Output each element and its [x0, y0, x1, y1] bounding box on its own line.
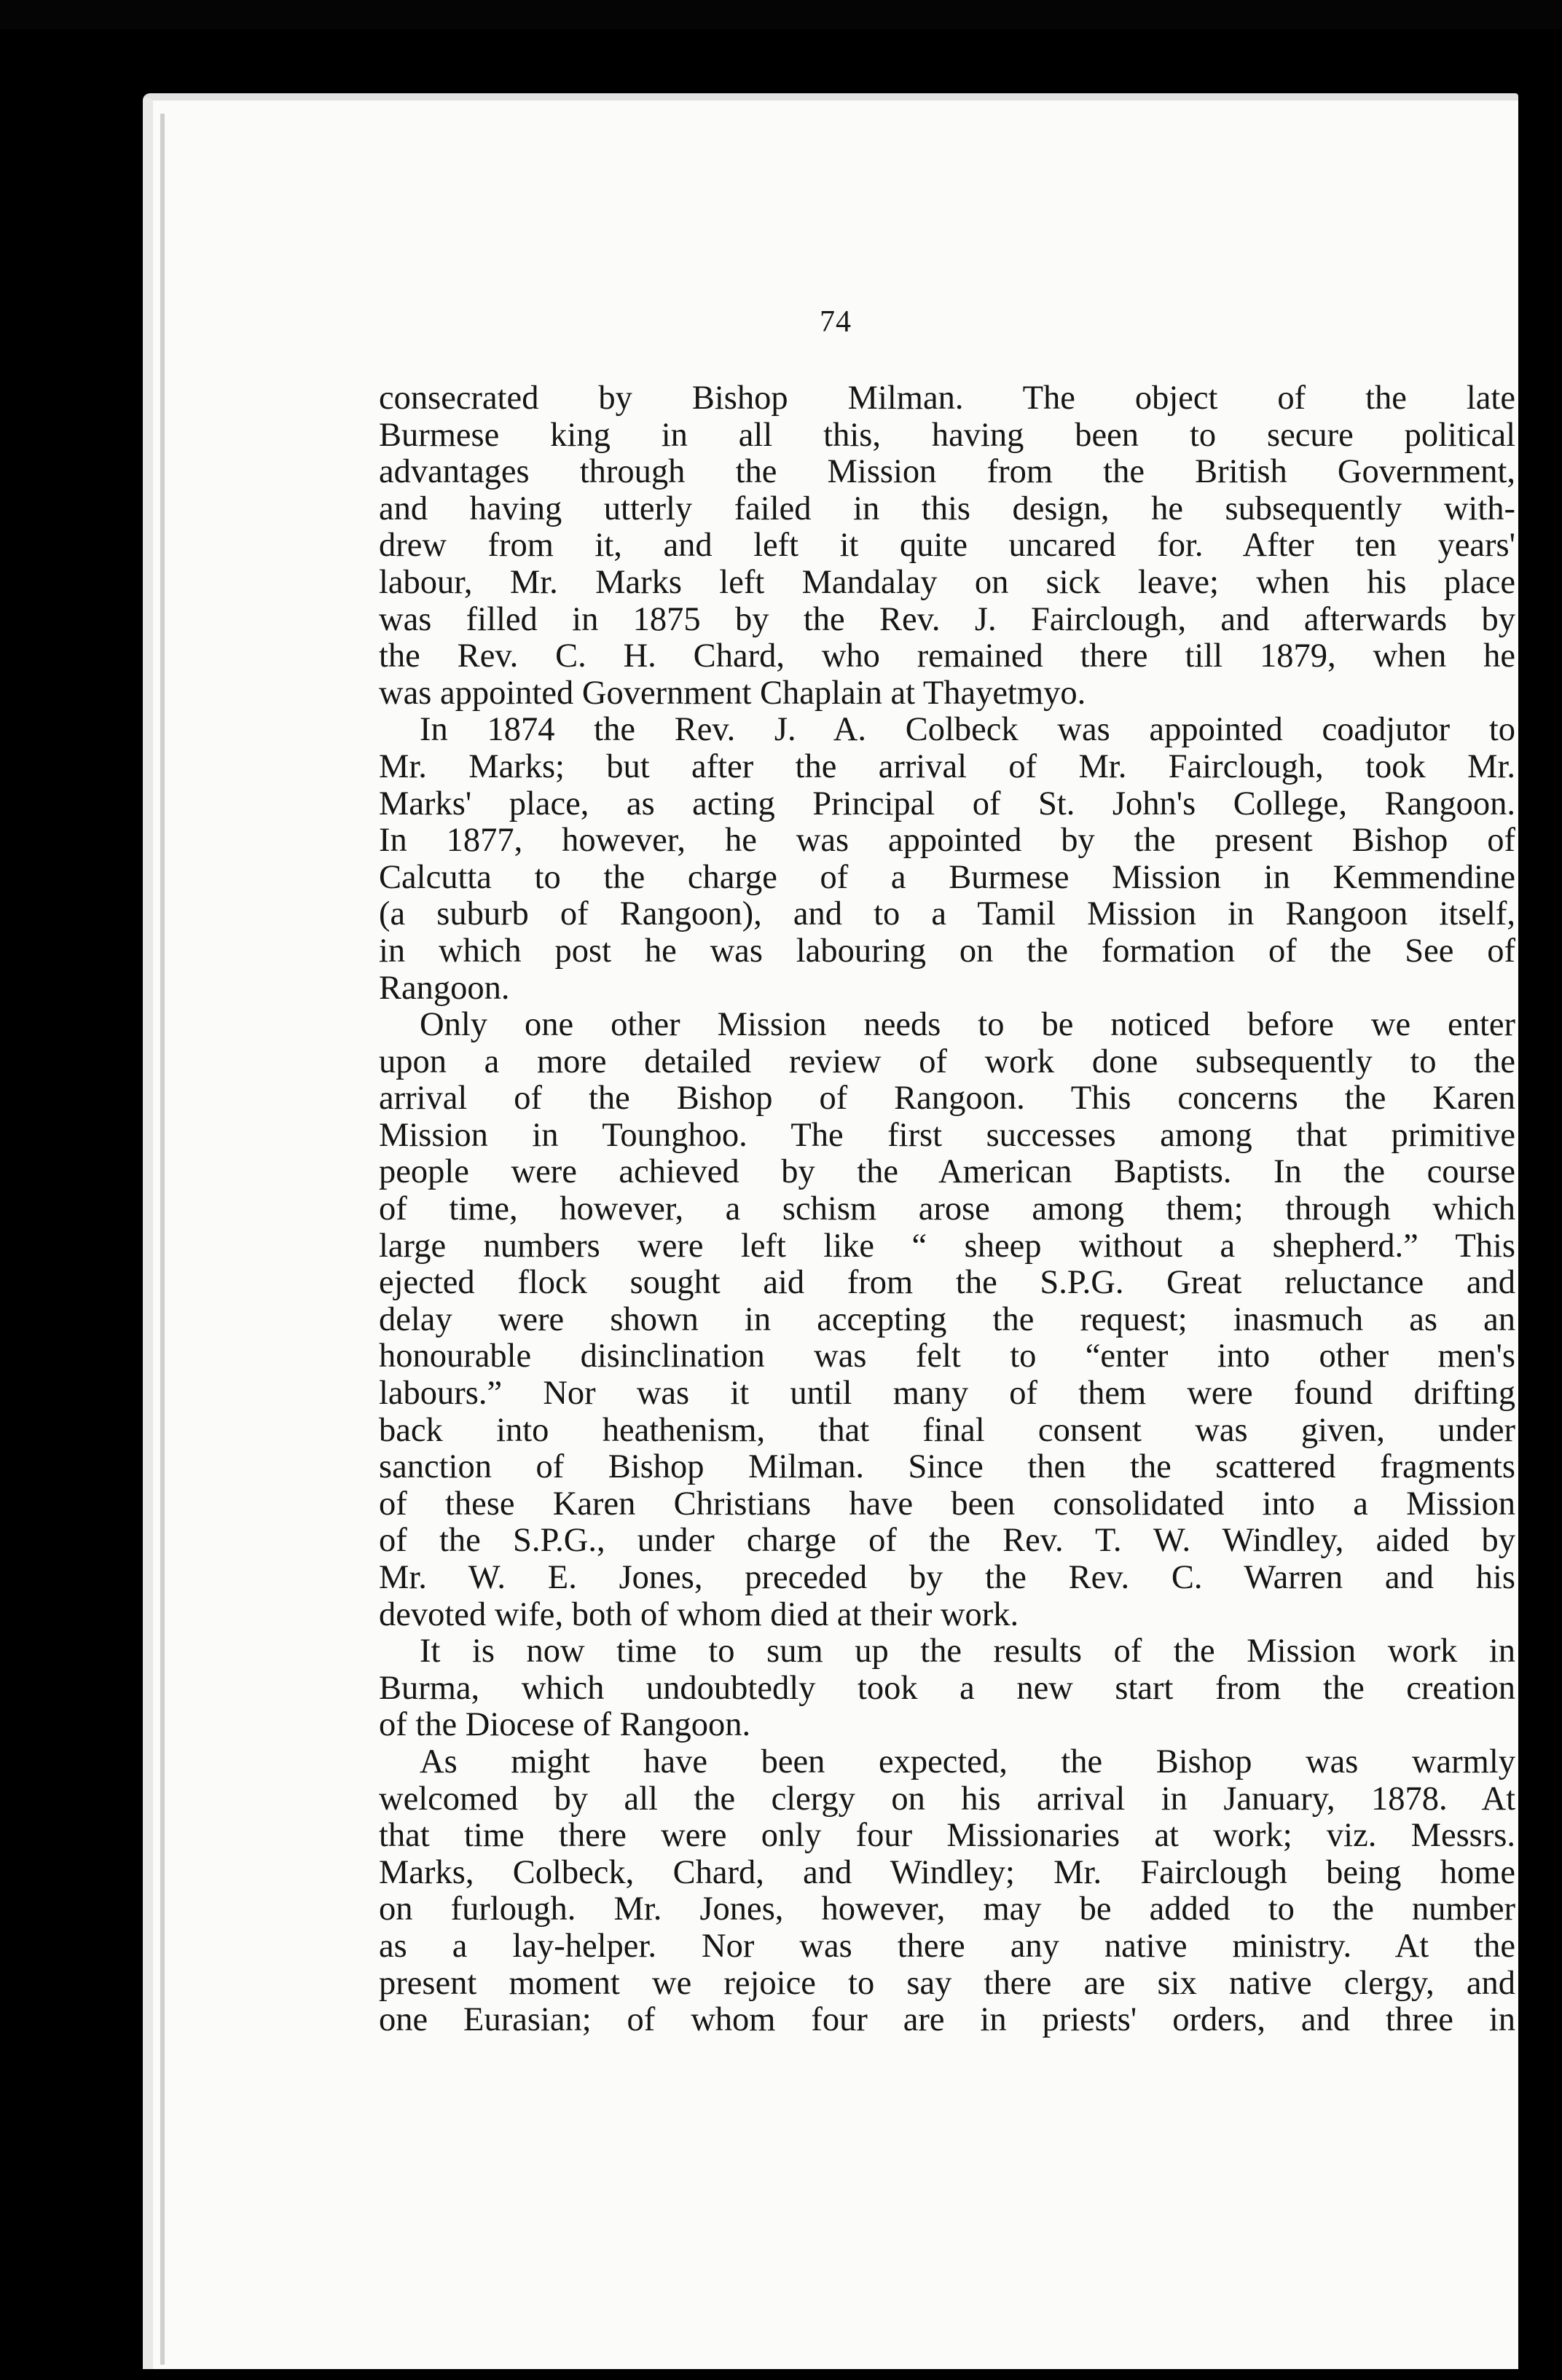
book-page [143, 93, 1518, 2369]
text-line: Burmese king in all this, having been to secure political [379, 416, 1515, 454]
page-edge-shadow [160, 114, 165, 2365]
text-line: of time, however, a schism arose among them; through which [379, 1190, 1515, 1228]
text-line: labour, Mr. Marks left Mandalay on sick leave; when his place [379, 563, 1515, 601]
text-line: was filled in 1875 by the Rev. J. Fairclough, and afterwards by [379, 600, 1515, 638]
page-number: 74 [820, 305, 852, 339]
text-line: Burma, which undoubtedly took a new start from the creation [379, 1669, 1515, 1707]
text-line: drew from it, and left it quite uncared for. After ten years' [379, 527, 1515, 565]
text-line: large numbers were left like “ sheep without a shepherd.” This [379, 1227, 1515, 1265]
text-line: the Rev. C. H. Chard, who remained there till 1879, when he [379, 637, 1515, 675]
text-line: present moment we rejoice to say there are six native clergy, and [379, 1964, 1515, 2002]
body-text [379, 380, 1515, 2039]
text-line: people were achieved by the American Baptists. In the course [379, 1153, 1515, 1191]
text-line: of the Diocese of Rangoon. [379, 1706, 751, 1744]
text-line: In 1874 the Rev. J. A. Colbeck was appointed coadjutor to [420, 711, 1515, 749]
paragraph-1 [379, 380, 1515, 712]
text-line: Calcutta to the charge of a Burmese Mission in Kemmendine [379, 858, 1515, 896]
text-line: Mr. Marks; but after the arrival of Mr. Fairclough, took Mr. [379, 747, 1515, 785]
text-line: was appointed Government Chaplain at Thayetmyo. [379, 674, 1086, 712]
text-line: Mission in Tounghoo. The first successes among that primitive [379, 1116, 1515, 1154]
text-line: in which post he was labouring on the formation of the See of [379, 932, 1515, 970]
text-line: of the S.P.G., under charge of the Rev. T. W. Windley, aided by [379, 1522, 1515, 1560]
text-line: labours.” Nor was it until many of them were found drifting [379, 1375, 1515, 1413]
text-line: Marks, Colbeck, Chard, and Windley; Mr. Fairclough being home [379, 1853, 1515, 1891]
text-line: as a lay-helper. Nor was there any native ministry. At the [379, 1927, 1515, 1965]
text-line: It is now time to sum up the results of the Mission work in [420, 1633, 1515, 1670]
text-line: arrival of the Bishop of Rangoon. This concerns the Karen [379, 1080, 1515, 1118]
text-line: consecrated by Bishop Milman. The object of the late [379, 380, 1515, 417]
text-line: As might have been expected, the Bishop was warmly [420, 1743, 1515, 1780]
text-line: of these Karen Christians have been consolidated into a Mission [379, 1485, 1515, 1523]
text-line: ejected flock sought aid from the S.P.G. Great reluctance and [379, 1264, 1515, 1302]
text-line: sanction of Bishop Milman. Since then the scattered fragments [379, 1448, 1515, 1486]
paragraph-4 [379, 1633, 1515, 1744]
text-line: Only one other Mission needs to be noticed before we enter [420, 1006, 1515, 1044]
text-line: devoted wife, both of whom died at their work. [379, 1595, 1019, 1633]
text-line: one Eurasian; of whom four are in priests' orders, and three in [379, 2001, 1515, 2039]
text-line: that time there were only four Missionaries at work; viz. Messrs. [379, 1817, 1515, 1855]
text-line: Rangoon. [379, 969, 510, 1007]
text-line: delay were shown in accepting the request; inasmuch as an [379, 1300, 1515, 1338]
paragraph-2 [379, 712, 1515, 1007]
text-line: upon a more detailed review of work done subsequently to the [379, 1042, 1515, 1080]
text-line: welcomed by all the clergy on his arrival in January, 1878. At [379, 1780, 1515, 1818]
text-line: (a suburb of Rangoon), and to a Tamil Mission in Rangoon itself, [379, 895, 1515, 933]
text-line: In 1877, however, he was appointed by the present Bishop of [379, 822, 1515, 860]
text-line: honourable disinclination was felt to “enter into other men's [379, 1338, 1515, 1375]
text-line: and having utterly failed in this design, he subsequently with- [379, 490, 1515, 527]
paragraph-3 [379, 1007, 1515, 1633]
text-line: Marks' place, as acting Principal of St. John's College, Rangoon. [379, 785, 1515, 822]
scan-background [0, 0, 1562, 29]
paragraph-5 [379, 1744, 1515, 2039]
text-line: advantages through the Mission from the British Government, [379, 453, 1515, 491]
text-line: back into heathenism, that final consent was given, under [379, 1411, 1515, 1449]
text-line: Mr. W. E. Jones, preceded by the Rev. C. Warren and his [379, 1559, 1515, 1596]
text-line: on furlough. Mr. Jones, however, may be added to the number [379, 1890, 1515, 1928]
